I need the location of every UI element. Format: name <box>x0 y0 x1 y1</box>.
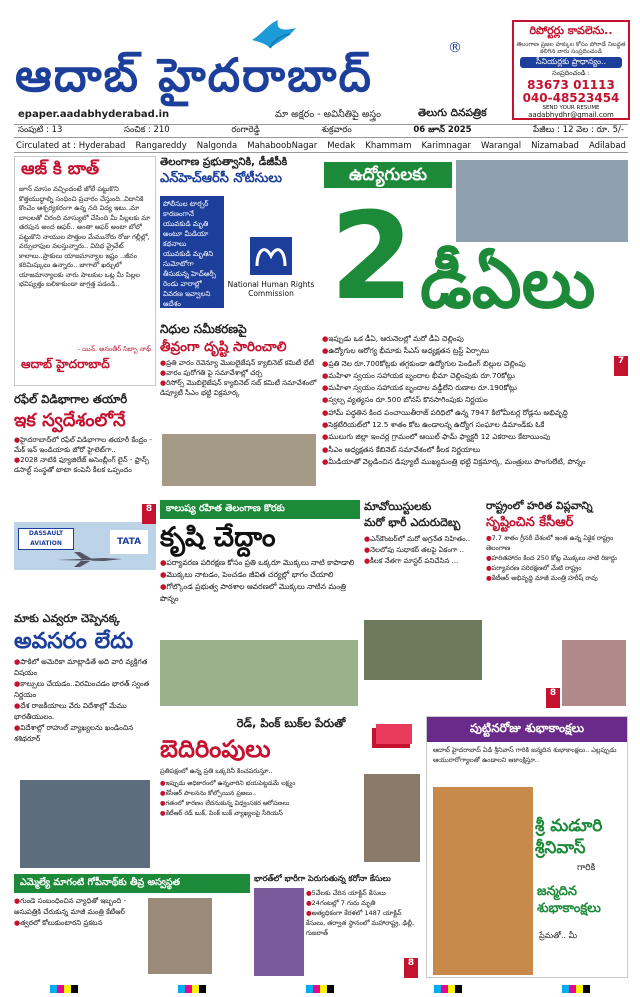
planting-photo <box>160 640 358 706</box>
tharoor-story[interactable] <box>14 612 156 882</box>
ad-email[interactable]: aadabhydhr@gmail.com <box>528 111 614 119</box>
tharoor-bullet: ● విదేశాల్లో రాహుల్ వ్యాఖ్యలను ఖండించిన శశిథరూర్ <box>14 722 156 744</box>
red-book-bullet: ● కేసీఆర్ పాలనను కోల్పోయిన ప్రజలు.. <box>160 789 360 799</box>
birthday-ad[interactable] <box>426 716 628 978</box>
tagline: మా అక్షరం - అవినీతిపై అస్త్రం <box>275 109 381 120</box>
funds-heading-2: తీవ్రంగా దృష్టి సారించాలి <box>160 339 287 355</box>
aaj-ki-baat-signature: - యిన్. అనంతీర్ సిబ్బా నాథ్ <box>77 345 151 353</box>
maoist-story[interactable] <box>364 500 482 710</box>
lead-bullet: ● మహిళా స్వయం సహాయక బృందాల వడ్డీలేని రుణాల రూ.190కోట్లు <box>322 382 628 394</box>
city: Karimnagar <box>421 141 471 151</box>
tharoor-heading-2: అవసరం లేదు <box>14 629 134 654</box>
corona-heading: భారత్‌లో భారీగా పెరుగుతున్న కరోనా కేసులు <box>254 874 391 883</box>
nhrc-bullet: రెండు వారాల్లో వివరణ ఇవ్వాలని ఆదేశం <box>163 280 211 308</box>
lead-bullet: ● స్వల్ప వ్యత్యసం రూ.500 బోనస్ కొనసాగింపుకు నిర్ణయం <box>322 394 628 406</box>
city: Warangal <box>480 141 522 151</box>
registered-mark: ® <box>448 40 462 56</box>
print-color-strip <box>0 980 640 997</box>
red-book-story[interactable] <box>160 716 422 866</box>
city: Circulated at : Hyderabad <box>16 141 126 151</box>
ad-contact-label: సంప్రదించండి : <box>552 69 590 77</box>
krishi-story[interactable] <box>160 500 360 710</box>
tharoor-heading-1: మాకు ఎవ్వరూ చెప్పెనక్క <box>14 612 120 625</box>
gopinath-photo <box>148 898 212 974</box>
tharoor-bullets <box>14 656 156 744</box>
maoist-photo <box>364 620 482 680</box>
cmyk-swatch <box>178 985 206 993</box>
funds-bullet: ● ప్రతి వారం రెవెన్యూ మొబలైజేషన్ క్యాబినెట్ కమిటీ భేటీ <box>160 358 318 368</box>
city: Rangareddy <box>135 141 187 151</box>
lead-bullet: ● ఉద్యోగుల ఆరోగ్య భీమాకు సీఎస్ అధ్యక్షతన ట్రస్ట్ ఏర్పాటు <box>322 345 628 357</box>
rafale-heading-2: ఇక స్వదేశంలోనే <box>14 410 126 431</box>
red-book-bullet: ● గతంలో కారణం లేదనుకున్న విధ్వంసకర ఆరోపణలు <box>160 799 360 809</box>
funds-story[interactable] <box>160 322 318 492</box>
tata-logo: TATA <box>110 530 148 554</box>
aaj-ki-baat-heading: ఆజ్ కి బాత్ <box>21 159 100 179</box>
rafale-story[interactable] <box>14 392 156 604</box>
harish-photo <box>562 640 626 706</box>
lead-bullets <box>322 333 628 468</box>
red-book-subhead: ప్రతిపక్షంలో ఉన్న ప్రతి ఒక్కరినీ కించపరుస్తూ.. <box>160 767 273 775</box>
kcr-bullet: ● హరితహారం కింద 250 కోట్ల మొక్కలు నాటి రికార్డు <box>486 553 628 563</box>
nhrc-bullet: పోలీసుల టార్చర్ కారణంగానే యువకుడి మృతి అంటూ మీడియా కథనాలు <box>163 200 209 248</box>
red-book-kicker: రెడ్, పింక్ బుక్‌ల పేరుతో <box>236 716 346 730</box>
ad-phone-1[interactable]: 83673 01113 <box>527 78 615 92</box>
place: రంగారెడ్డి <box>231 125 260 135</box>
cmyk-swatch <box>306 985 334 993</box>
cmyk-swatch <box>562 985 590 993</box>
volume: సంపుటి : 13 <box>18 125 63 135</box>
lead-bullet: ● ములుగు జిల్లా ఇంచర్ల గ్రామంలో ఆయిల్ ఫామ్ ఫ్యాక్టరీ 12 ఎకరాలు కేటాయింపు <box>322 431 628 443</box>
birthday-from: ప్రేమతో.. మీ <box>539 931 578 940</box>
corona-bullets <box>306 888 422 938</box>
reporters-wanted-ad[interactable] <box>512 20 630 120</box>
masthead <box>0 0 640 122</box>
issue-info-bar <box>14 124 628 138</box>
tharoor-bullet: ● కాల్పులు చేయడం..విరమించడం భారత్ స్వంత నిర్ణయం <box>14 678 156 700</box>
red-book-icon <box>368 722 416 752</box>
corona-bullet: ● అత్యధికంగా కేరళలో 1487 యాక్టివ్ కేసులు, తర్వాత స్థానంలో మహారాష్ట్ర, ఢిల్లీ, గుజరాత్ <box>306 908 422 938</box>
dassault-logo: DASSAULT AVIATION <box>18 528 74 550</box>
red-book-bullets <box>160 779 360 819</box>
city: Khammam <box>365 141 412 151</box>
lead-bullet: ● మీడియాతో వెల్లడించిన డిప్యూటీ ముఖ్యమంత్రి భట్టి విక్రమార్క, మంత్రులు పొంగులేటి, పొన్నం <box>322 456 628 468</box>
birthday-name: శ్రీ మడూరి శ్రీనివాస్ <box>535 816 603 858</box>
tharoor-bullet: ● దేశ రాజకీయాలు వేరు విదేశాల్లో మేము భారతీయులం. <box>14 700 156 722</box>
nhrc-logo <box>226 236 316 308</box>
mla-bullets <box>14 896 142 929</box>
lead-bullet: ● ఇప్పుడు ఒక డీఏ, ఆరునెలల్లో మరో డీఏ చెల్లింపు <box>322 333 628 345</box>
page-badge[interactable]: 8 <box>142 504 156 524</box>
epaper-link[interactable]: epaper.aadabhyderabad.in <box>18 109 170 120</box>
krishi-kicker: కాలుష్య రహిత తెలంగాణ కొరకు <box>160 500 360 519</box>
date: 06 జూన్ 2025 <box>413 125 472 135</box>
corona-bullet: ● 24గంటల్లో 7 గురు మృతి <box>306 898 422 908</box>
column-logo: ఆదాబ్ హైదరాబాద్ <box>21 357 110 371</box>
funds-bullet: ● వారం పురోగతి పై సమావేశాల్లో చర్చ <box>160 368 318 378</box>
virus-photo <box>254 888 304 976</box>
day: శుక్రవారం <box>321 125 352 135</box>
birthday-wish: జన్మదిన శుభాకాంక్షలు <box>537 884 601 916</box>
mla-heading: ఎమ్మెల్యే మాగంటి గోపీనాథ్‌కు తీవ్ర అస్వస్థత <box>14 874 250 893</box>
city: Nalgonda <box>196 141 238 151</box>
issue: సంచిక : 210 <box>124 125 170 135</box>
tharoor-photo <box>20 780 150 868</box>
mla-bullet: ● త్వరలో కోలుకుంటారని ప్రకటన <box>14 918 142 929</box>
circulation-cities <box>14 140 628 153</box>
maoist-bullet: ● నెలలోపు సుధాకర్ తలపై ఏకంగా .. <box>364 545 482 556</box>
cmyk-swatch <box>50 985 78 993</box>
ad-resume: SEND YOUR RESUME <box>542 105 600 111</box>
red-book-heading: బెదిరింపులు <box>160 735 271 763</box>
kcr-heading-1: రాష్ట్రంలో హరిత విప్లవాన్ని <box>486 500 593 512</box>
nhrc-heading-1: తెలంగాణ ప్రభుత్వానికి, డీజీపీకి <box>160 156 288 168</box>
nhrc-heading-2: ఎన్‌హెచ్‌ఆర్‌సీ నోటీసులు <box>160 171 283 186</box>
srinivas-photo <box>433 787 533 975</box>
daily-label: తెలుగు దినపత్రిక <box>418 107 487 119</box>
cmyk-swatch <box>434 985 462 993</box>
revanth-photo <box>364 774 420 862</box>
rafale-bullet: ● 2028 నాటికి ఫ్యూజిలేజ్ అసెంబ్లీంగ్ లైన్ - ఫ్రాన్స్ డసాల్ట్ సంస్థతో టాటా కంపెనీ కీలక ఒప్పందం <box>14 455 156 475</box>
funds-bullet: ● రిసోర్స్ మొబిలైజేషన్ క్యాబినెట్ సబ్ కమిటీ సమావేశంలో డిప్యూటీ సీఎం భట్టి విక్రమార్క <box>160 378 318 398</box>
aaj-ki-baat-column[interactable] <box>14 156 156 386</box>
maoist-heading-2: మరో భారీ ఎదురుదెబ్బ <box>364 516 461 529</box>
kcr-story[interactable] <box>486 500 628 710</box>
ad-headline: రిపోర్టర్లు కావలెను.. <box>514 22 628 40</box>
maoist-bullets <box>364 534 482 567</box>
maoist-heading-1: మావోయిస్టులకు <box>364 500 432 513</box>
rafale-heading-1: రఫేల్ విడిభాగాల తయారీ <box>14 392 128 406</box>
krishi-bullets <box>160 557 360 605</box>
ad-phone-2[interactable]: 040-48523454 <box>522 91 620 105</box>
jet-icon <box>54 550 124 568</box>
newspaper-title[interactable]: ఆదాబ్ హైదరాబాద్ <box>15 48 373 102</box>
red-book-bullet: ● ఇప్పుడు అధికారంలో ఉన్నవారిని భయపెట్టడమే లక్ష్యం <box>160 779 360 789</box>
krishi-bullet: ● పర్యావరణ పరిరక్షణ కోసం ప్రతి ఒక్కరూ మొక్కలు నాటి కాపాడాలి <box>160 557 360 569</box>
rafale-photo <box>14 522 156 570</box>
lead-bullet: ● ప్రతి నెల రూ.700కోట్లకు తగ్గకుండా ఉద్యోగుల పెండింగ్ బిల్లుల చెల్లింపు <box>322 358 628 370</box>
city: MahaboobNagar <box>247 141 318 151</box>
mla-bullet: ● గుండె సంబంధించిన వ్యాధితో ఇబ్బంది - అసుపత్రికి చేరుకున్న మాజీ మంత్రి కేటీఆర్ <box>14 896 142 918</box>
birthday-suffix: గారికి <box>577 863 596 873</box>
tharoor-bullet: ● పాకిలో అమెరికా మాట్లాడితే అది వారి వ్యక్తిగత విషయం <box>14 656 156 678</box>
rafale-bullets <box>14 435 156 475</box>
kcr-bullet: ● 7.7 శాతం గ్రీనరీ దేశంలో ఇంత ఉన్న ఏకైక రాష్ట్రం తెలంగాణ <box>486 533 628 553</box>
red-book-bullet: ● కేటీఆర్ రెడ్ బుక్, పింక్ బుక్ వ్యాఖ్యలపై సీరియస్ <box>160 809 360 819</box>
funds-heading-1: నిధుల సమీకరణపై <box>160 322 247 336</box>
nhrc-bullet: యువకుడి మృతిని సుమోటోగా తీసుకున్న హెచ్ఆర్సీ <box>163 250 217 278</box>
lead-kicker: ఉద్యోగులకు <box>324 162 452 188</box>
corona-bullet: ● 5వేలకు చేరిన యాక్టివ్ కేసులు <box>306 888 422 898</box>
dove-logo-icon <box>250 18 298 52</box>
corona-story[interactable] <box>254 874 422 978</box>
krishi-bullet: ● మొక్కలు నాటడం, పెంచడం జీవిత చర్యల్లో భాగం చేయాలి <box>160 569 360 581</box>
ad-description: తెలంగాణ ప్రజల హక్కుల కోసం పోరాడే నిబద్ధత కలిగిన వారు సంప్రదించండి <box>516 41 626 55</box>
nhrc-logo-label: National Human Rights Commission <box>227 280 315 298</box>
nhrc-hands-icon <box>249 236 293 276</box>
maoist-bullet: ● కీలక నేతగా మాస్టర్ పనిచేసిన ... <box>364 556 482 567</box>
kcr-bullet: ● పర్యావరణ పరిరక్షణలో మేటి రాష్ట్రం <box>486 563 628 573</box>
funds-bullets <box>160 358 318 398</box>
birthday-body: ఆదాబ్ హైదరాబాద్ ఏడి శ్రీనివాస్‌ గారికి జన్మదిన శుభాకాంక్షలు.. ఎల్లప్పుడు ఆయురారోగ్యాలతో ఉండాలని ఆకాంక్షిస్తూ.. <box>433 746 617 764</box>
page-badge[interactable]: 7 <box>614 356 628 376</box>
page-badge[interactable]: 8 <box>404 958 418 978</box>
lead-bullet: ● సెక్రటేరియట్‌లో 12.5 శాతం కోట ఉండాలన్న ఉద్యోగ సంఘాల డిమాండ్‌కు ఓకే <box>322 419 628 431</box>
rafale-bullet: ● హైదరాబాద్‌లో రఫేల్ విడిభాగాల తయారీ కేంద్రం - మేక్ ఇన్ ఇండియాకు జోరో హైలెట్‌గా.. <box>14 435 156 455</box>
nhrc-bullets <box>160 196 224 308</box>
lead-photo <box>456 160 628 242</box>
ad-badge: సీనియర్లకు ప్రాధాన్యం.. <box>520 57 622 68</box>
lead-big-number: 2 <box>330 188 414 327</box>
kcr-heading-2: సృష్టించిన కేసీఆర్ <box>486 515 574 530</box>
nhrc-story[interactable] <box>160 156 318 316</box>
city: Nizamabad <box>531 141 579 151</box>
mla-health-story[interactable] <box>14 874 250 978</box>
pages-price: పేజీలు : 12 వెల : రూ. 5/- <box>533 125 624 135</box>
kcr-bullets <box>486 533 628 583</box>
birthday-heading: పుట్టినరోజు శుభాకాంక్షలు <box>427 717 627 742</box>
lead-bullet: ● సీఎం అధ్యక్షతన కేబినెట్ సమావేశంలో కీలక నిర్ణయాలు <box>322 444 628 456</box>
krishi-heading: కృషి చేద్దాం <box>160 522 276 553</box>
aaj-ki-baat-body: జూన్ మాసం వచ్చిందంటే జోలే పట్టుకొని కొత్తయుద్ధాల్ని సంధించి ప్రచారం చేస్తుంది..విదానికి కొంచెం ఆశ్చర్యకరంగా ఉన్న నది విద్య ఇటు..మా బాలలతో చిరంది మాస్యులో చేసింది మీ పిల్లలకు మా తరపున అంద ఆఫర్.. అంతా ఆఫర్ అంటా బోలో పట్టుకొని నాయుల పొత్తుల మేమునోరు రోజు గల్లీల్లో, వర్సులాఫుల వలస్తున్నారు.. విదిధ వ్రైవేట్ కాలాలు..ప్రాకులు యాజమాన్యాల ఇష్టం ..జీవం కరిమిష్కులు ఉన్నారు.. జాగాలో ఖర్చులో యాజమాన్యాలకు నారు పాలకుల ఒట్ల మీ పిల్లల భవిష్యత్తు బలికాకుండా జాగ్రత్త పడండి.. <box>19 185 151 288</box>
lead-bullet: ● హామ్ పద్ధతిన కింద పంచాయితీరాజ్ పరిధిలో ఉన్న 7947 కిలోమీటర్ల రోడ్లను అభివృద్ధి <box>322 407 628 419</box>
page-badge[interactable]: 8 <box>546 688 560 708</box>
lead-big-word: డీఏలు <box>420 242 596 324</box>
kcr-bullet: ● కేటీఆర్ అభివృద్ధి మాజీ మంత్రి హరీష్ రావు <box>486 573 628 583</box>
city: Adilabad <box>588 141 626 151</box>
krishi-bullet: ● గోల్కొండ ప్రభుత్వ పాఠశాల ఆవరణలో మొక్కలు నాటిన మంత్రి పొన్నం <box>160 581 360 605</box>
lead-bullet: ● మహిళా స్వయం సహాయక బృందాల భీమా చెల్లింపుకు రూ.70కోట్లు <box>322 370 628 382</box>
maoist-bullet: ● ఎన్‌కౌంటర్‌లో మరో అగ్రనేత నిహితం.. <box>364 534 482 545</box>
city: Medak <box>327 141 356 151</box>
meeting-photo <box>162 434 316 486</box>
